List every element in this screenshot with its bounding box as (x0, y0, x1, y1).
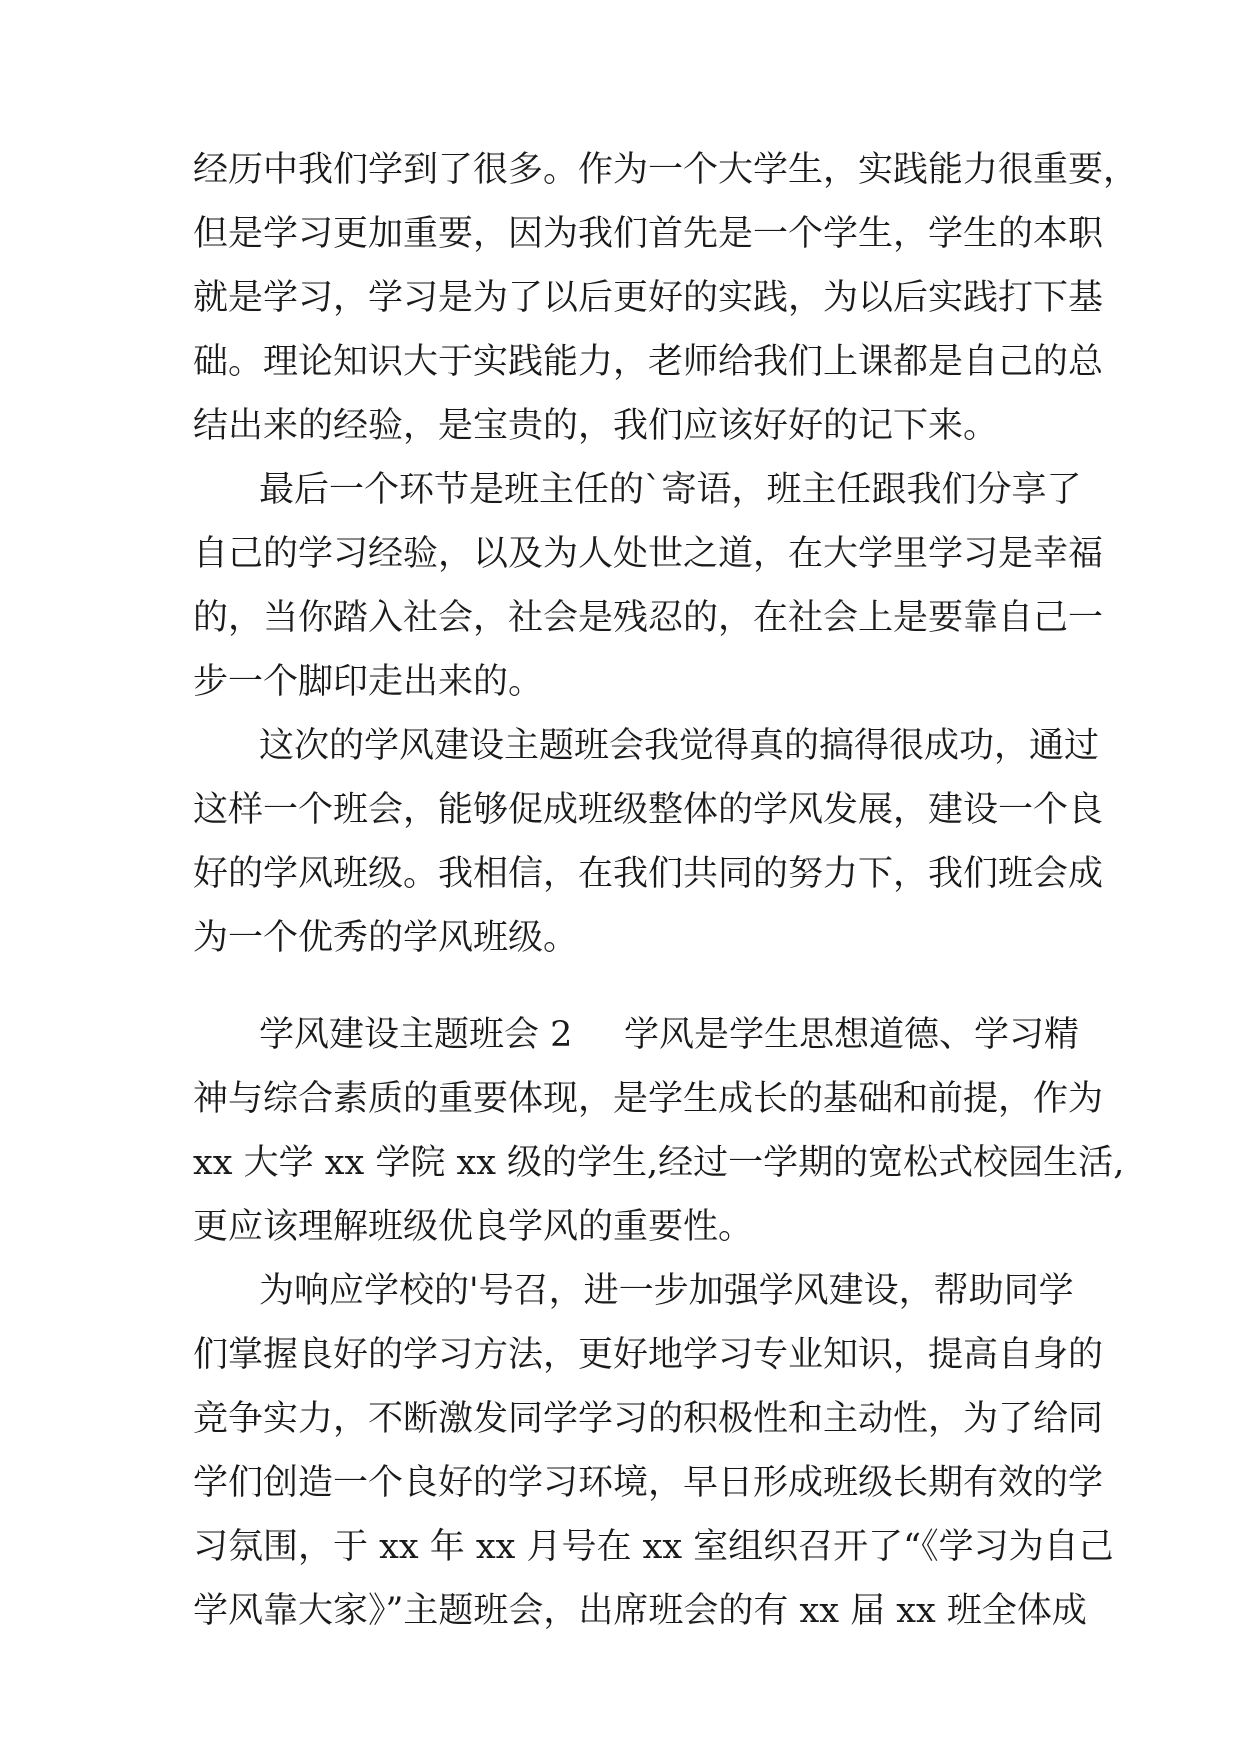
paragraph-5-line-3: 竞争实力，不断激发同学学习的积极性和主动性，为了给同 (193, 1399, 1104, 1439)
paragraph-4-line-1: 学风是学生思想道德、学习精 (624, 1015, 1080, 1055)
paragraph-1-line-3: 就是学习，学习是为了以后更好的实践，为以后实践打下基 (193, 278, 1104, 318)
paragraph-5-line-6: 学风靠大家》”主题班会，出席班会的有 xx 届 xx 班全体成 (193, 1591, 1087, 1631)
paragraph-4-line-2: 神与综合素质的重要体现，是学生成长的基础和前提，作为 (193, 1079, 1104, 1119)
paragraph-2-line-3: 的，当你踏入社会，社会是残忍的，在社会上是要靠自己一 (193, 598, 1104, 638)
paragraph-2-line-1: 最后一个环节是班主任的`寄语，班主任跟我们分享了 (259, 470, 1082, 510)
paragraph-4-line-3: xx 大学 xx 学院 xx 级的学生,经过一学期的宽松式校园生活, (193, 1143, 1125, 1183)
paragraph-5-line-4: 学们创造一个良好的学习环境，早日形成班级长期有效的学 (193, 1463, 1104, 1503)
paragraph-1-line-1: 经历中我们学到了很多。作为一个大学生，实践能力很重要， (193, 150, 1139, 190)
paragraph-3-line-2: 这样一个班会，能够促成班级整体的学风发展，建设一个良 (193, 790, 1104, 830)
paragraph-5-line-2: 们掌握良好的学习方法，更好地学习专业知识，提高自身的 (193, 1335, 1104, 1375)
section-title: 学风建设主题班会 2 (259, 1015, 573, 1055)
paragraph-3-line-1: 这次的学风建设主题班会我觉得真的搞得很成功，通过 (259, 726, 1100, 766)
paragraph-5-line-1: 为响应学校的'号召，进一步加强学风建设，帮助同学 (259, 1271, 1074, 1311)
paragraph-3-line-4: 为一个优秀的学风班级。 (193, 918, 579, 958)
paragraph-1-line-4: 础。理论知识大于实践能力，老师给我们上课都是自己的总 (193, 342, 1104, 382)
paragraph-3-line-3: 好的学风班级。我相信，在我们共同的努力下，我们班会成 (193, 854, 1104, 894)
paragraph-4-line-4: 更应该理解班级优良学风的重要性。 (193, 1207, 754, 1247)
section-heading-line (259, 1003, 1080, 1067)
paragraph-2-line-4: 步一个脚印走出来的。 (193, 662, 544, 702)
paragraph-1-line-2: 但是学习更加重要，因为我们首先是一个学生，学生的本职 (193, 214, 1104, 254)
paragraph-5-line-5: 习氛围，于 xx 年 xx 月号在 xx 室组织召开了“《学习为自己 (193, 1527, 1114, 1567)
paragraph-1-line-5: 结出来的经验，是宝贵的，我们应该好好的记下来。 (193, 406, 999, 446)
paragraph-2-line-2: 自己的学习经验，以及为人处世之道，在大学里学习是幸福 (193, 534, 1104, 574)
